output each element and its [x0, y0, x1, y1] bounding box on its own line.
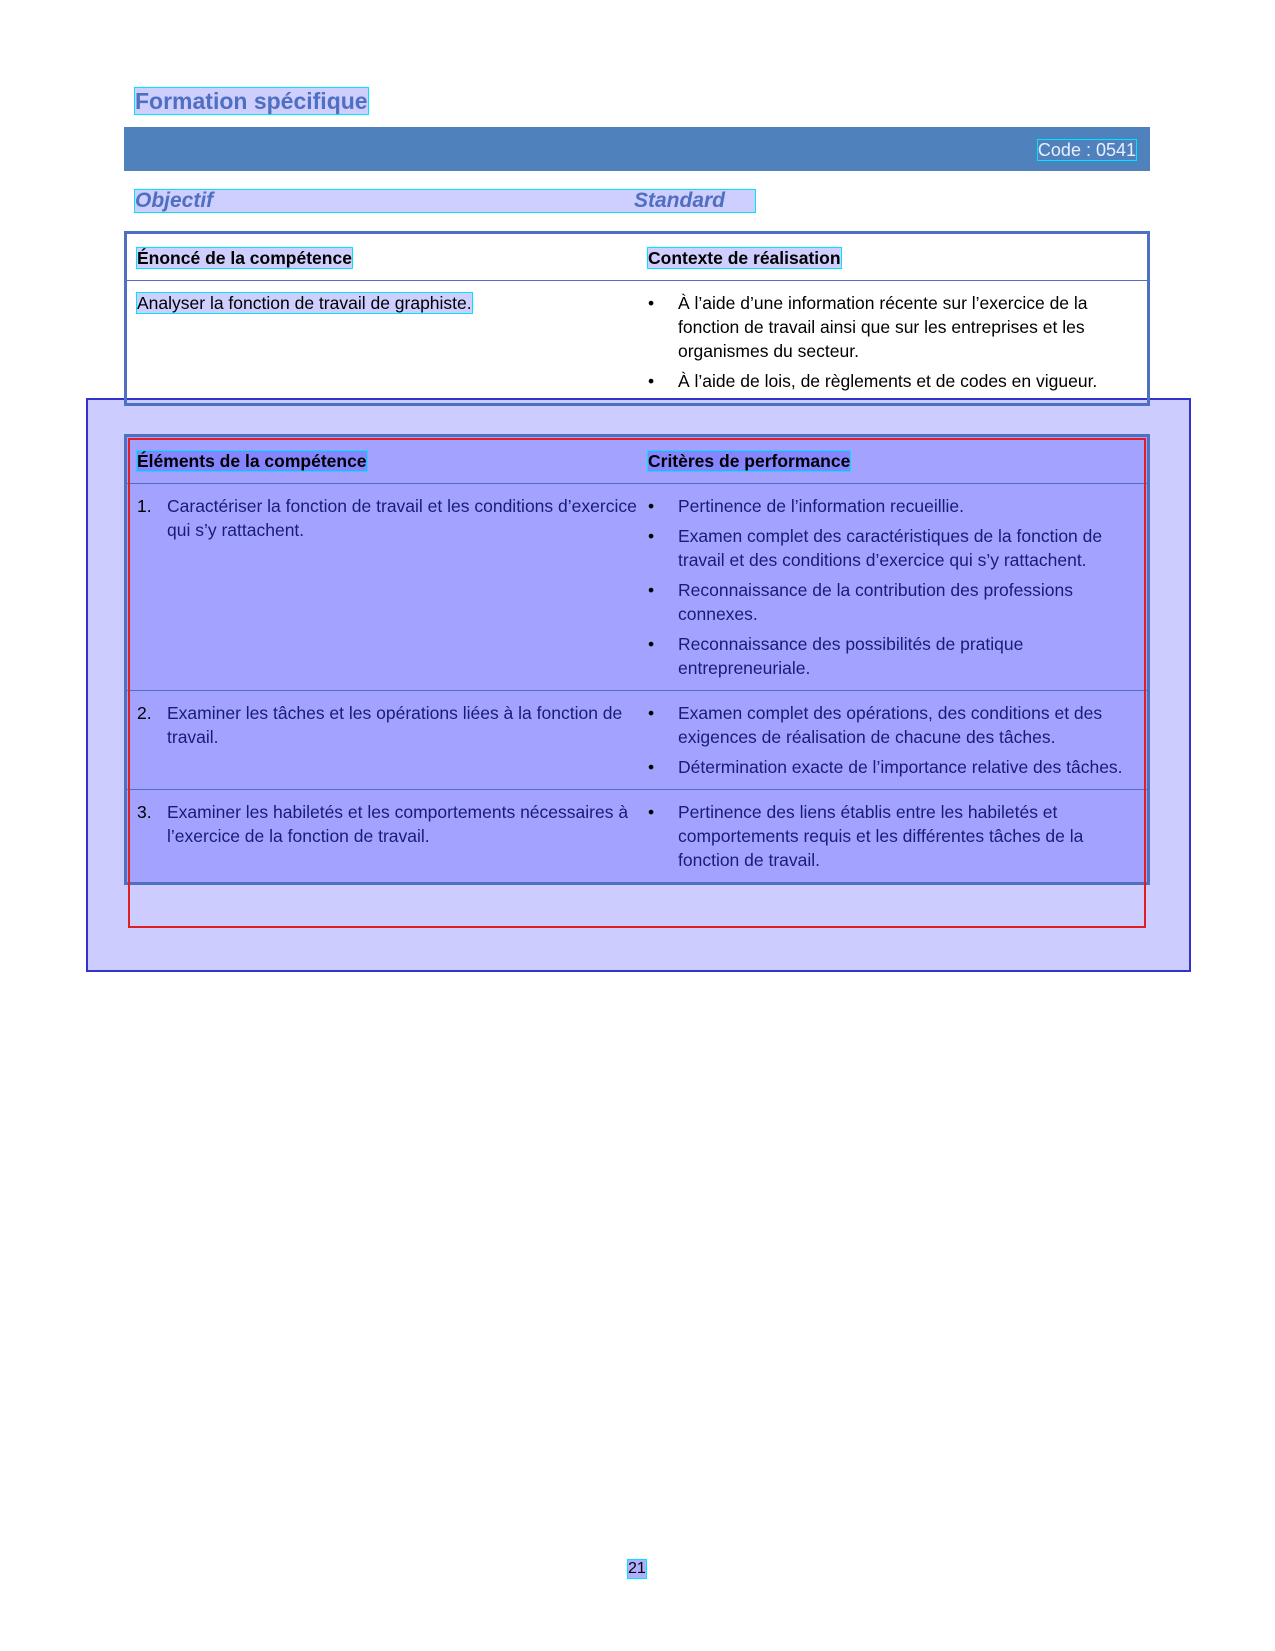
- criteria-list: [648, 494, 1137, 680]
- code-label: Code : 0541: [1037, 140, 1136, 160]
- element-item: [137, 701, 648, 749]
- header-elements: Éléments de la compétence: [137, 451, 367, 471]
- competence-table: [124, 231, 1150, 406]
- list-item: [648, 291, 1137, 363]
- bullet-icon: •: [648, 580, 655, 600]
- table-row: [126, 691, 1149, 790]
- bullet-icon: •: [648, 526, 655, 546]
- element-text: Caractériser la fonction de travail et les conditions d’exercice qui s’y rattachent.: [167, 496, 637, 540]
- criterion-text: Examen complet des opérations, des conditions et des exigences de réalisation de chacune des tâches.: [678, 703, 1103, 747]
- list-item: [648, 524, 1137, 572]
- elements-table: [124, 434, 1150, 885]
- bullet-icon: •: [648, 293, 655, 313]
- header-criteres: Critères de performance: [648, 451, 851, 471]
- table-header-row: [126, 436, 1149, 484]
- list-item: [648, 578, 1137, 626]
- context-list: [648, 291, 1137, 393]
- header-contexte: Contexte de réalisation: [648, 248, 841, 268]
- header-enonce: Énoncé de la compétence: [137, 248, 352, 268]
- list-item: [648, 632, 1137, 680]
- standard-label: Standard: [634, 189, 726, 212]
- criterion-text: Reconnaissance des possibilités de pratique entrepreneuriale.: [678, 634, 1024, 678]
- context-text: À l’aide d’une information récente sur l’exercice de la fonction de travail ainsi que sur les entreprises et les organismes du secteur.: [678, 293, 1088, 361]
- list-item: [648, 701, 1137, 749]
- bullet-icon: •: [648, 496, 655, 516]
- list-item: [648, 800, 1137, 872]
- criteria-list: [648, 701, 1137, 779]
- list-item: [648, 755, 1137, 779]
- element-number: 2.: [137, 703, 152, 723]
- element-text: Examiner les habiletés et les comportements nécessaires à l’exercice de la fonction de travail.: [167, 802, 629, 846]
- bullet-icon: •: [648, 634, 655, 654]
- page-number: 21: [628, 1560, 646, 1577]
- table-row: [126, 484, 1149, 691]
- element-number: 1.: [137, 496, 152, 516]
- criterion-text: Examen complet des caractéristiques de la fonction de travail et des conditions d’exercice qui s’y rattachent.: [678, 526, 1103, 570]
- objectif-label: Objectif: [135, 189, 214, 212]
- context-text: À l’aide de lois, de règlements et de codes en vigueur.: [678, 371, 1098, 391]
- bullet-icon: •: [648, 371, 655, 391]
- criterion-text: Reconnaissance de la contribution des professions connexes.: [678, 580, 1073, 624]
- list-item: [648, 494, 1137, 518]
- element-text: Examiner les tâches et les opérations liées à la fonction de travail.: [167, 703, 623, 747]
- section-header: [135, 190, 755, 212]
- criterion-text: Pertinence des liens établis entre les habiletés et comportements requis et les différentes tâches de la fonction de travail.: [678, 802, 1084, 870]
- element-item: [137, 494, 648, 542]
- element-number: 3.: [137, 802, 152, 822]
- bullet-icon: •: [648, 802, 655, 822]
- criterion-text: Pertinence de l’information recueillie.: [678, 496, 964, 516]
- table-header-row: [126, 233, 1149, 281]
- list-item: [648, 369, 1137, 393]
- page-title: Formation spécifique: [135, 88, 368, 114]
- bullet-icon: •: [648, 703, 655, 723]
- element-item: [137, 800, 648, 848]
- table-row: [126, 281, 1149, 405]
- criterion-text: Détermination exacte de l’importance relative des tâches.: [678, 757, 1123, 777]
- code-bar: [124, 127, 1150, 171]
- criteria-list: [648, 800, 1137, 872]
- table-row: [126, 790, 1149, 884]
- bullet-icon: •: [648, 757, 655, 777]
- competence-statement: Analyser la fonction de travail de graphiste.: [137, 293, 472, 313]
